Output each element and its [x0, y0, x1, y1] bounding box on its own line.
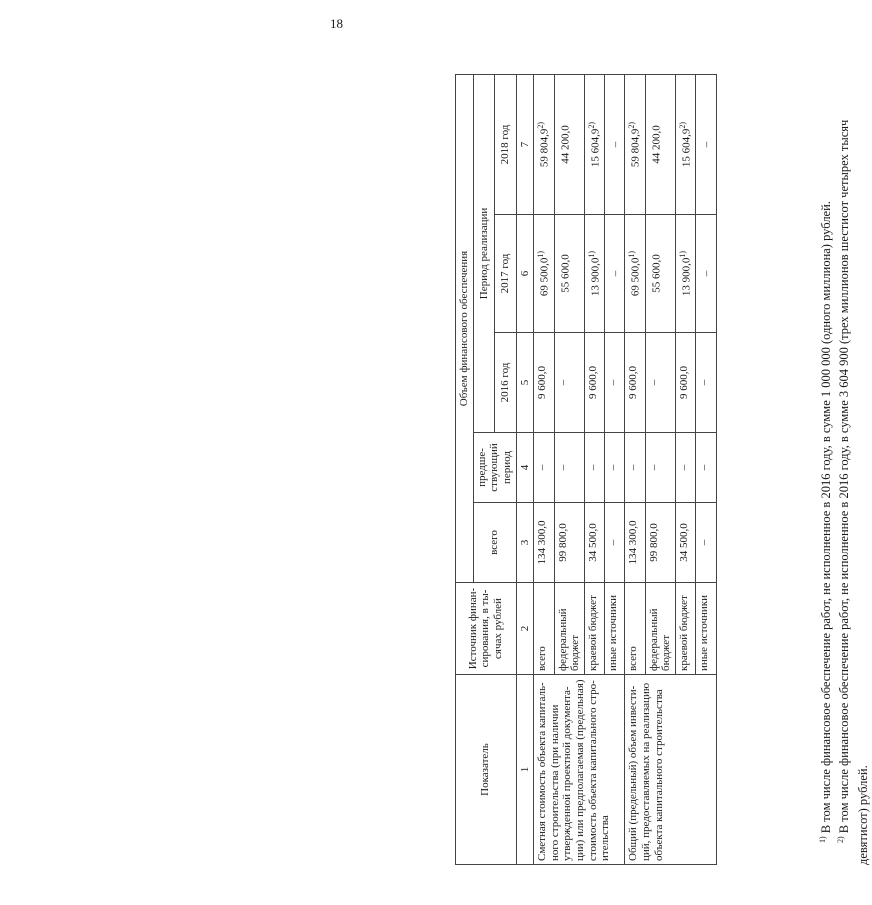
y2017-cell: 69 500,0$^{1)}$ — [534, 215, 554, 333]
y2017-cell: 55 600,0 — [554, 215, 584, 333]
total-cell: 99 800,0 — [554, 503, 584, 583]
table-row — [625, 74, 645, 864]
source-cell: федеральный бюджет — [554, 583, 584, 675]
source-cell: иные источники — [605, 583, 625, 675]
y2017-cell: 69 500,0$^{1)}$ — [625, 215, 645, 333]
previous-cell: – — [675, 433, 695, 503]
previous-period-header: предше-ствующий период — [473, 433, 516, 503]
year-2018-header: 2018 год — [495, 74, 516, 214]
y2018-cell: 15 604,9$^{2)}$ — [675, 74, 695, 214]
y2018-cell: – — [605, 74, 625, 214]
indicator-header: Показатель — [456, 675, 517, 865]
footnote-1: $^{1)}$ В том числе финансовое обеспечение работ, не исполненное в 2016 году, в сумме 1 000 000 (одного миллиона) рублей. — [818, 201, 834, 843]
y2016-cell: – — [605, 333, 625, 433]
indicator-label: Общий (предельный) объем инвести-ций, предоставляемых на реализацию объекта капитального строительства — [625, 675, 716, 865]
previous-cell: – — [625, 433, 645, 503]
rotated-content — [455, 75, 870, 865]
y2017-cell: 13 900,0$^{1)}$ — [584, 215, 604, 333]
year-2017-header: 2017 год — [495, 215, 516, 333]
total-cell: – — [605, 503, 625, 583]
y2018-cell: 44 200,0 — [645, 74, 675, 214]
y2016-cell: – — [554, 333, 584, 433]
period-header: Период реализации — [473, 74, 494, 432]
y2017-cell: 55 600,0 — [645, 215, 675, 333]
total-cell: 34 500,0 — [675, 503, 695, 583]
previous-cell: – — [645, 433, 675, 503]
year-2016-header: 2016 год — [495, 333, 516, 433]
y2016-cell: 9 600,0 — [675, 333, 695, 433]
source-cell: краевой бюджет — [584, 583, 604, 675]
footnote-2: $^{2)}$ В том числе финансовое обеспечение работ, не исполненное в 2016 году, в сумме 3 604 900 (трех миллионов шестисот четырех тысяч девятисот) рублей. — [836, 119, 870, 865]
source-header: Источник финан-сирования, в ты-сячах рублей — [456, 583, 517, 675]
previous-cell: – — [696, 433, 716, 503]
total-cell: 134 300,0 — [534, 503, 554, 583]
column-number: 7 — [516, 74, 534, 214]
total-cell: 34 500,0 — [584, 503, 604, 583]
y2018-cell: 59 804,9$^{2)}$ — [625, 74, 645, 214]
source-cell: иные источники — [696, 583, 716, 675]
y2018-cell: 59 804,9$^{2)}$ — [534, 74, 554, 214]
total-cell: 134 300,0 — [625, 503, 645, 583]
table-row — [534, 74, 554, 864]
previous-cell: – — [554, 433, 584, 503]
volume-header: Объем финансового обеспечения — [456, 74, 474, 582]
column-number: 6 — [516, 215, 534, 333]
column-number: 1 — [516, 675, 534, 865]
y2016-cell: – — [696, 333, 716, 433]
column-number: 3 — [516, 503, 534, 583]
y2016-cell: 9 600,0 — [584, 333, 604, 433]
indicator-label: Сметная стоимость объекта капиталь-ного строительства (при наличии утвержденной проектной документа-ции) или предполагаемая (предельная) стоимость объекта капитального стро-ительства — [534, 675, 625, 865]
financing-table — [455, 74, 717, 865]
y2017-cell: – — [696, 215, 716, 333]
column-number: 5 — [516, 333, 534, 433]
page-number: 18 — [330, 16, 343, 31]
y2016-cell: 9 600,0 — [625, 333, 645, 433]
y2017-cell: – — [605, 215, 625, 333]
column-number: 4 — [516, 433, 534, 503]
previous-cell: – — [605, 433, 625, 503]
total-header: всего — [473, 503, 516, 583]
y2016-cell: – — [645, 333, 675, 433]
y2017-cell: 13 900,0$^{1)}$ — [675, 215, 695, 333]
y2016-cell: 9 600,0 — [534, 333, 554, 433]
total-cell: 99 800,0 — [645, 503, 675, 583]
source-cell: федеральный бюджет — [645, 583, 675, 675]
total-cell: – — [696, 503, 716, 583]
footnotes — [817, 75, 872, 865]
y2018-cell: 44 200,0 — [554, 74, 584, 214]
source-cell: краевой бюджет — [675, 583, 695, 675]
previous-cell: – — [534, 433, 554, 503]
source-cell: всего — [534, 583, 554, 675]
column-number: 2 — [516, 583, 534, 675]
y2018-cell: 15 604,9$^{2)}$ — [584, 74, 604, 214]
source-cell: всего — [625, 583, 645, 675]
previous-cell: – — [584, 433, 604, 503]
y2018-cell: – — [696, 74, 716, 214]
